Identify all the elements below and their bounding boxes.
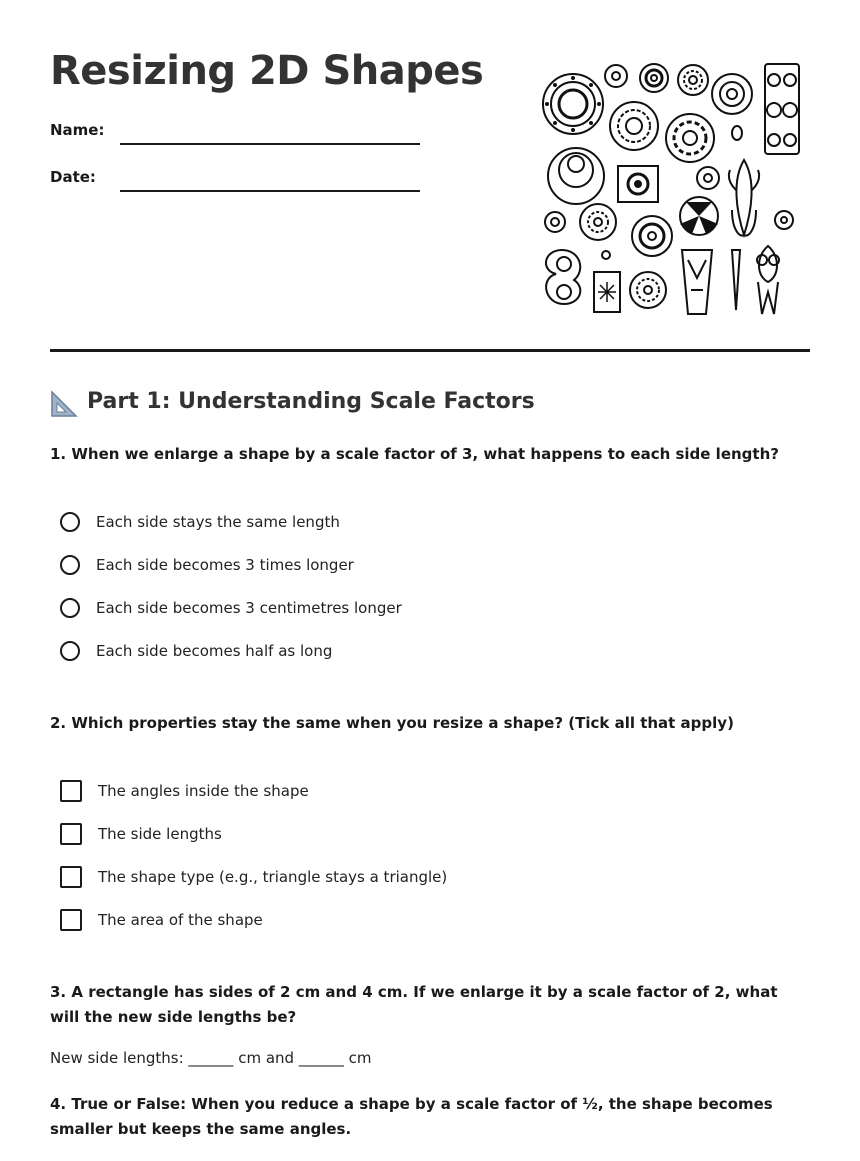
tribal-patterns-decoration: [536, 60, 802, 318]
option-label: Each side stays the same length: [96, 513, 340, 531]
name-field[interactable]: [120, 143, 420, 145]
option-label: The shape type (e.g., triangle stays a triangle): [98, 868, 448, 886]
checkbox[interactable]: [60, 780, 82, 802]
option-label: The area of the shape: [98, 911, 263, 929]
name-label: Name:: [50, 121, 105, 139]
q1-option-b[interactable]: [60, 553, 354, 577]
date-label: Date:: [50, 168, 96, 186]
option-label: Each side becomes half as long: [96, 642, 333, 660]
radio-button[interactable]: [60, 598, 80, 618]
checkbox[interactable]: [60, 909, 82, 931]
question-2-prompt: 2. Which properties stay the same when you resize a shape? (Tick all that apply): [50, 714, 734, 732]
checkbox[interactable]: [60, 823, 82, 845]
q2-option-b[interactable]: [60, 822, 222, 846]
section-title: Part 1: Understanding Scale Factors: [87, 389, 535, 414]
q1-option-c[interactable]: [60, 596, 402, 620]
worksheet-title: Resizing 2D Shapes: [50, 48, 484, 94]
option-label: Each side becomes 3 centimetres longer: [96, 599, 402, 617]
question-4-prompt: 4. True or False: When you reduce a shape by a scale factor of ½, the shape becomes smaller but keeps the same angles.: [50, 1095, 773, 1138]
question-1-prompt: 1. When we enlarge a shape by a scale factor of 3, what happens to each side length?: [50, 445, 779, 463]
option-label: Each side becomes 3 times longer: [96, 556, 354, 574]
set-square-icon: [50, 390, 78, 418]
header-divider: [50, 349, 810, 352]
q1-option-a[interactable]: [60, 510, 340, 534]
radio-button[interactable]: [60, 641, 80, 661]
q2-option-c[interactable]: [60, 865, 447, 889]
option-label: The side lengths: [98, 825, 222, 843]
q2-option-a[interactable]: [60, 779, 309, 803]
q1-option-d[interactable]: [60, 639, 332, 663]
checkbox[interactable]: [60, 866, 82, 888]
date-field[interactable]: [120, 190, 420, 192]
radio-button[interactable]: [60, 555, 80, 575]
q3-answer-line[interactable]: New side lengths: ______ cm and ______ cm: [50, 1049, 372, 1067]
radio-button[interactable]: [60, 512, 80, 532]
q2-option-d[interactable]: [60, 908, 263, 932]
question-3-prompt: 3. A rectangle has sides of 2 cm and 4 cm. If we enlarge it by a scale factor of 2, what will the new side lengths be?: [50, 983, 778, 1026]
option-label: The angles inside the shape: [98, 782, 309, 800]
